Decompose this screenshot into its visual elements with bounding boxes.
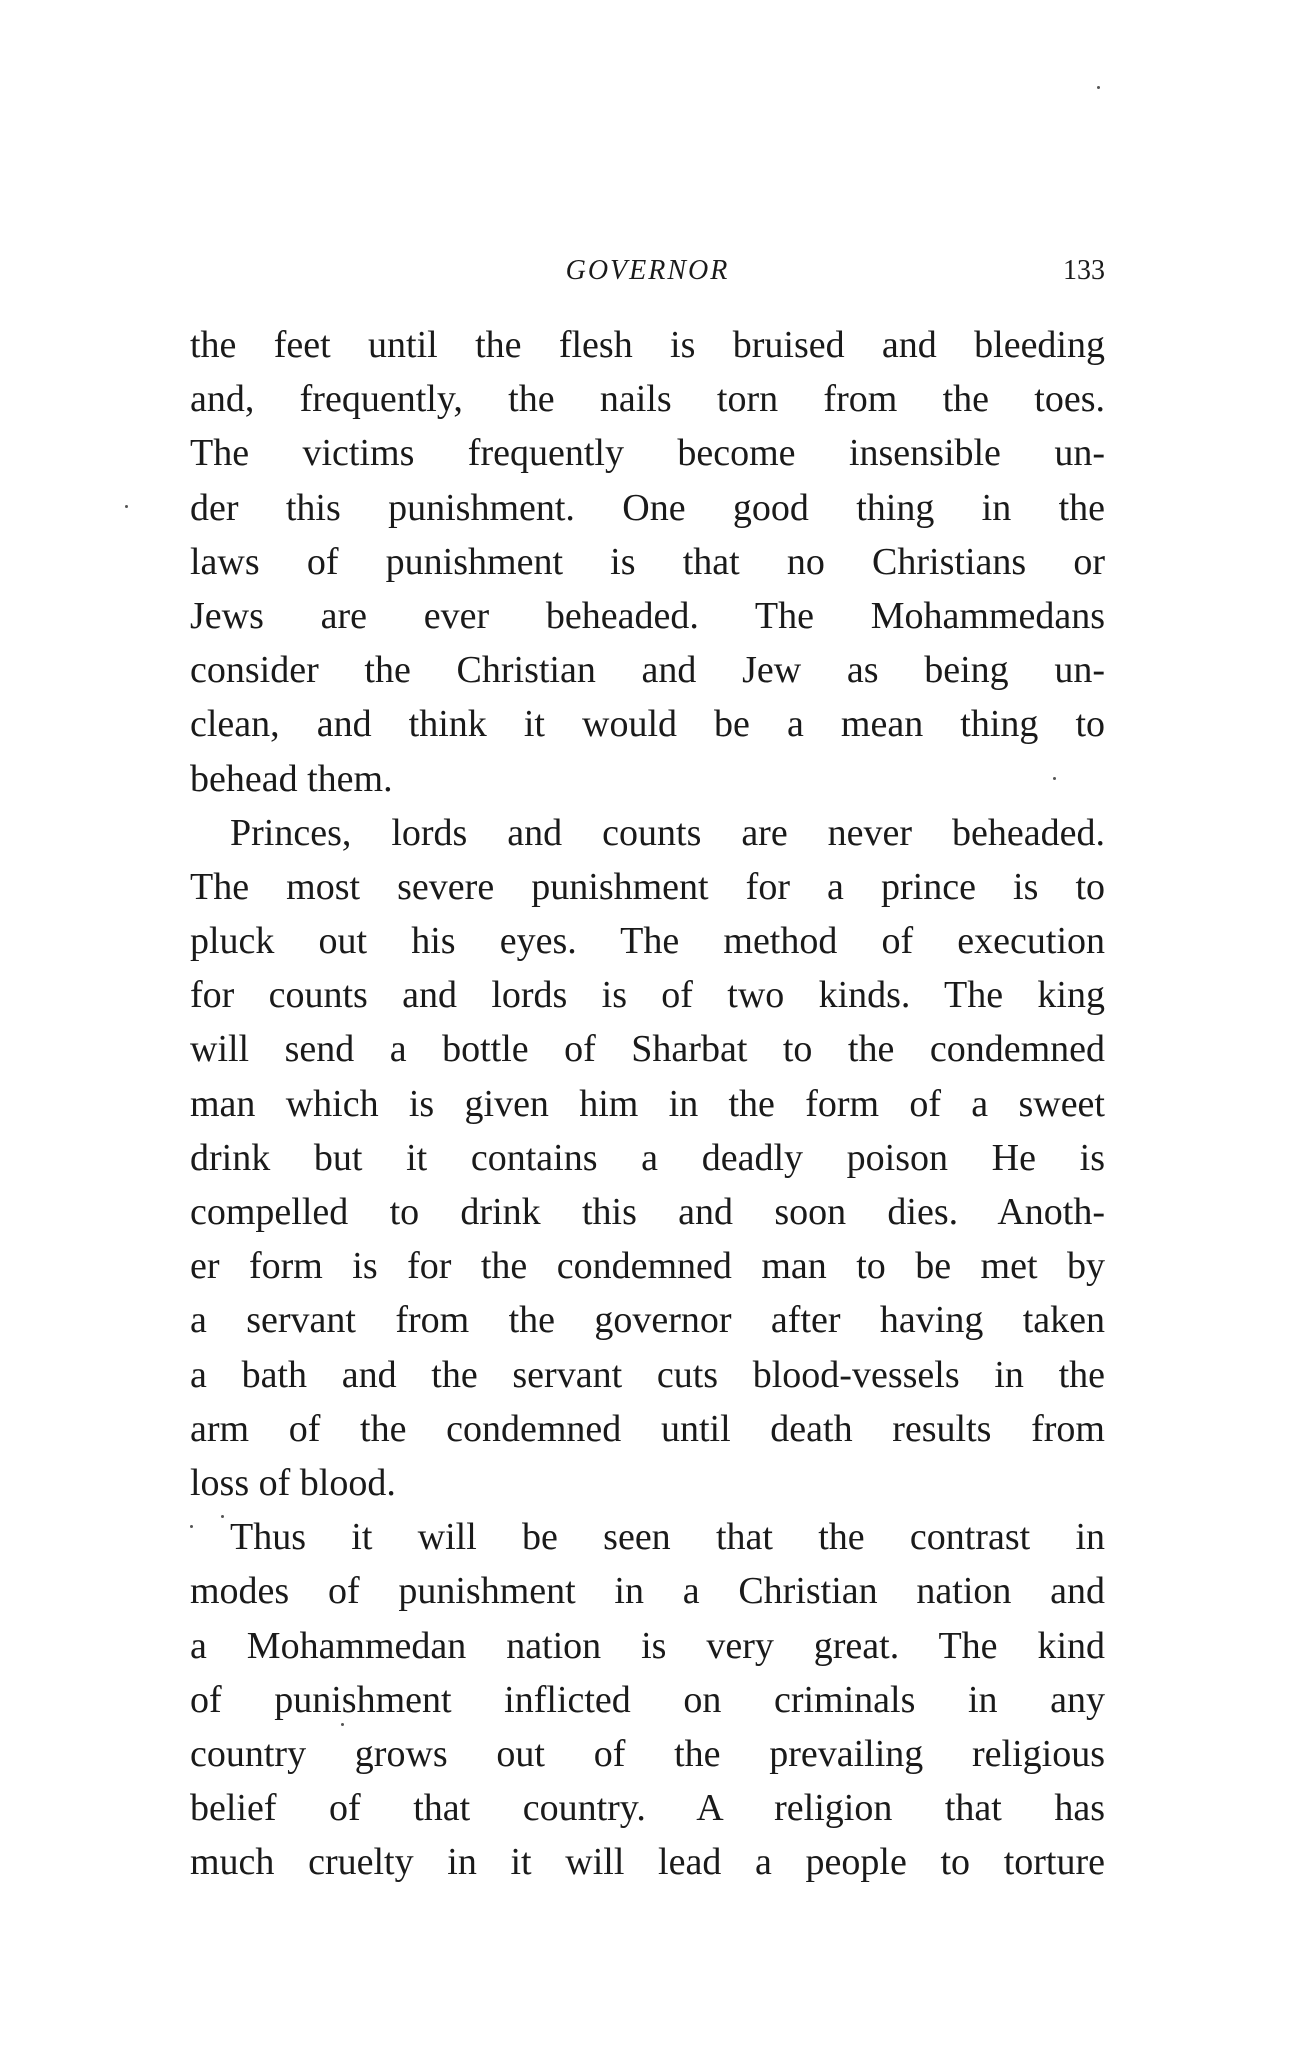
running-header (190, 255, 1105, 295)
text-line: pluck out his eyes. The method of execution (190, 920, 1105, 963)
text-line: much cruelty in it will lead a people to torture (190, 1841, 1105, 1884)
text-line: The most severe punishment for a prince is to (190, 865, 1105, 908)
text-line: behead them. (190, 757, 393, 800)
text-line: belief of that country. A religion that has (190, 1787, 1105, 1830)
scan-speck (190, 1525, 193, 1528)
text-line: a Mohammedan nation is very great. The kind (190, 1624, 1105, 1667)
text-line: compelled to drink this and soon dies. Anoth- (190, 1191, 1105, 1233)
scan-speck (1097, 86, 1100, 89)
text-line: The victims frequently become insensible un- (190, 432, 1105, 475)
text-line: of punishment inflicted on criminals in any (190, 1678, 1105, 1721)
text-line: laws of punishment is that no Christians or (190, 540, 1105, 583)
running-title: GOVERNOR (565, 255, 730, 286)
scan-speck (221, 1515, 224, 1518)
text-line: man which is given him in the form of a sweet (190, 1082, 1105, 1125)
text-line: Thus it will be seen that the contrast in (230, 1516, 1105, 1559)
text-line: clean, and think it would be a mean thing to (190, 703, 1105, 746)
text-line: Princes, lords and counts are never beheaded. (230, 811, 1105, 854)
text-line: consider the Christian and Jew as being un- (190, 649, 1105, 692)
text-line: a servant from the governor after having taken (190, 1299, 1105, 1342)
text-line: arm of the condemned until death results from (190, 1407, 1105, 1450)
text-line: the feet until the flesh is bruised and bleeding (190, 324, 1105, 366)
scan-speck (125, 505, 128, 508)
scan-speck (341, 1723, 344, 1726)
body-text (190, 318, 1105, 1889)
text-line: a bath and the servant cuts blood-vessels in the (190, 1353, 1105, 1396)
text-line: der this punishment. One good thing in the (190, 486, 1105, 529)
text-line: and, frequently, the nails torn from the toes. (190, 378, 1105, 421)
text-line: modes of punishment in a Christian nation and (190, 1570, 1105, 1613)
text-line: loss of blood. (190, 1461, 396, 1504)
text-line: country grows out of the prevailing religious (190, 1732, 1105, 1775)
text-line: will send a bottle of Sharbat to the condemned (190, 1028, 1105, 1071)
text-line: for counts and lords is of two kinds. The king (190, 974, 1105, 1017)
page-number: 133 (1063, 255, 1105, 286)
text-line: Jews are ever beheaded. The Mohammedans (190, 594, 1105, 637)
scan-speck (1053, 777, 1056, 780)
text-line: er form is for the condemned man to be met by (190, 1245, 1105, 1288)
text-line: drink but it contains a deadly poison He is (190, 1136, 1105, 1179)
